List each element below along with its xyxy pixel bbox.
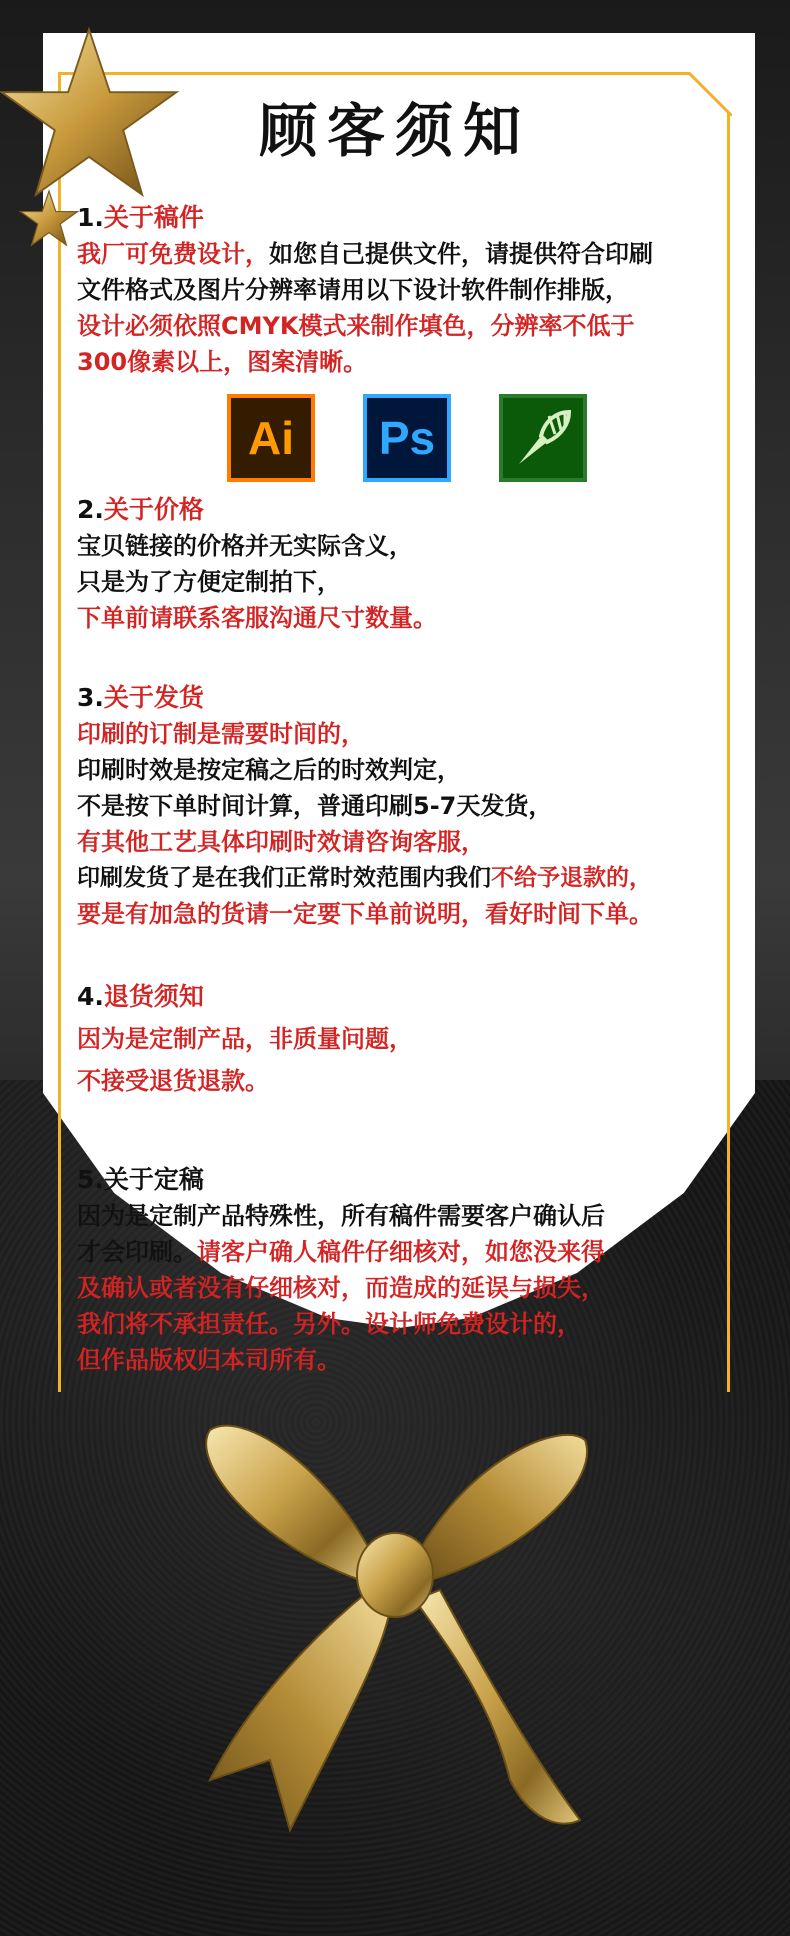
text-segment: 如您自己提供文件，请提供符合印刷 xyxy=(269,240,653,268)
spacer xyxy=(77,932,737,976)
text-segment: 印刷的订制是需要时间的， xyxy=(77,720,365,748)
text-line xyxy=(77,272,737,308)
text-line xyxy=(77,564,737,600)
illustrator-icon xyxy=(227,394,315,482)
text-line xyxy=(77,860,737,896)
text-segment: 印刷时效是按定稿之后的时效判定， xyxy=(77,756,461,784)
text-segment: 文件格式及图片分辨率请用以下设计软件制作排版， xyxy=(77,276,629,304)
title-container xyxy=(0,95,790,167)
section-title: 关于稿件 xyxy=(103,203,204,232)
text-segment: 有其他工艺具体印刷时效请咨询客服， xyxy=(77,828,485,856)
text-line xyxy=(77,1270,737,1306)
text-segment: 设计必须依照CMYK模式来制作填色，分辨率不低于 xyxy=(77,312,635,340)
text-line xyxy=(77,896,737,932)
text-segment: 印刷发货了是在我们正常时效范围内我们 xyxy=(77,865,491,891)
gold-ribbon-bow-decoration xyxy=(170,1400,620,1860)
small-gold-star-decoration xyxy=(18,188,80,250)
text-segment: 才会印刷。 xyxy=(77,1238,197,1266)
section-heading xyxy=(77,1162,737,1198)
text-line xyxy=(77,752,737,788)
page-title-text: 顾客须知 xyxy=(258,97,531,165)
section-3 xyxy=(77,680,737,932)
text-line xyxy=(77,308,737,344)
text-line xyxy=(77,716,737,752)
text-segment: 要是有加急的货请一定要下单前说明，看好时间下单。 xyxy=(77,900,653,928)
photoshop-icon xyxy=(363,394,451,482)
text-line xyxy=(77,1342,737,1378)
section-heading xyxy=(77,976,737,1018)
section-title: 退货须知 xyxy=(103,982,204,1011)
text-segment: 不是按下单时间计算，普通印刷5-7天发货， xyxy=(77,792,553,820)
section-2 xyxy=(77,492,737,636)
section-heading xyxy=(77,200,737,236)
section-title: 关于价格 xyxy=(103,495,204,524)
text-segment: 只是为了方便定制拍下， xyxy=(77,568,341,596)
text-segment: 300像素以上，图案清晰。 xyxy=(77,348,368,376)
text-line xyxy=(77,788,737,824)
coreldraw-icon xyxy=(499,394,587,482)
text-segment: 请客户确人稿件仔细核对，如您没来得 xyxy=(197,1238,605,1266)
text-line xyxy=(77,528,737,564)
text-segment: 下单前请联系客服沟通尺寸数量。 xyxy=(77,604,437,632)
spacer xyxy=(77,636,737,680)
text-line xyxy=(77,1234,737,1270)
section-number: 3. xyxy=(77,683,104,712)
text-segment: 但作品版权归本司所有。 xyxy=(77,1346,341,1374)
section-number: 4. xyxy=(77,982,104,1011)
section-heading xyxy=(77,680,737,716)
text-line xyxy=(77,1198,737,1234)
software-icons xyxy=(77,394,737,482)
text-line xyxy=(77,344,737,380)
text-line xyxy=(77,236,737,272)
text-segment: 我厂可免费设计， xyxy=(77,240,269,268)
text-segment: 宝贝链接的价格并无实际含义， xyxy=(77,532,413,560)
section-title: 关于定稿 xyxy=(103,1165,204,1194)
section-4 xyxy=(77,976,737,1102)
section-heading xyxy=(77,492,737,528)
notice-content xyxy=(77,200,737,1378)
text-line xyxy=(77,1060,737,1102)
spacer xyxy=(77,1102,737,1162)
text-segment: 因为是定制产品，非质量问题， xyxy=(77,1025,413,1053)
text-segment: 我们将不承担责任。另外。设计师免费设计的， xyxy=(77,1310,581,1338)
section-number: 1. xyxy=(77,203,104,232)
page-title xyxy=(251,95,539,167)
section-number: 2. xyxy=(77,495,104,524)
text-segment: 不给予退款的， xyxy=(491,865,652,891)
section-number: 5. xyxy=(77,1165,104,1194)
text-line xyxy=(77,1306,737,1342)
text-segment: 不接受退货退款。 xyxy=(77,1067,269,1095)
text-segment: 及确认或者没有仔细核对，而造成的延误与损失， xyxy=(77,1274,605,1302)
pen-nib-icon xyxy=(511,406,575,470)
text-line xyxy=(77,824,737,860)
section-1 xyxy=(77,200,737,482)
text-line xyxy=(77,600,737,636)
section-title: 关于发货 xyxy=(103,683,204,712)
section-5 xyxy=(77,1162,737,1378)
text-segment: 因为是定制产品特殊性，所有稿件需要客户确认后 xyxy=(77,1202,605,1230)
photoshop-label: Ps xyxy=(378,412,436,464)
illustrator-label: Ai xyxy=(248,412,294,464)
text-line xyxy=(77,1018,737,1060)
